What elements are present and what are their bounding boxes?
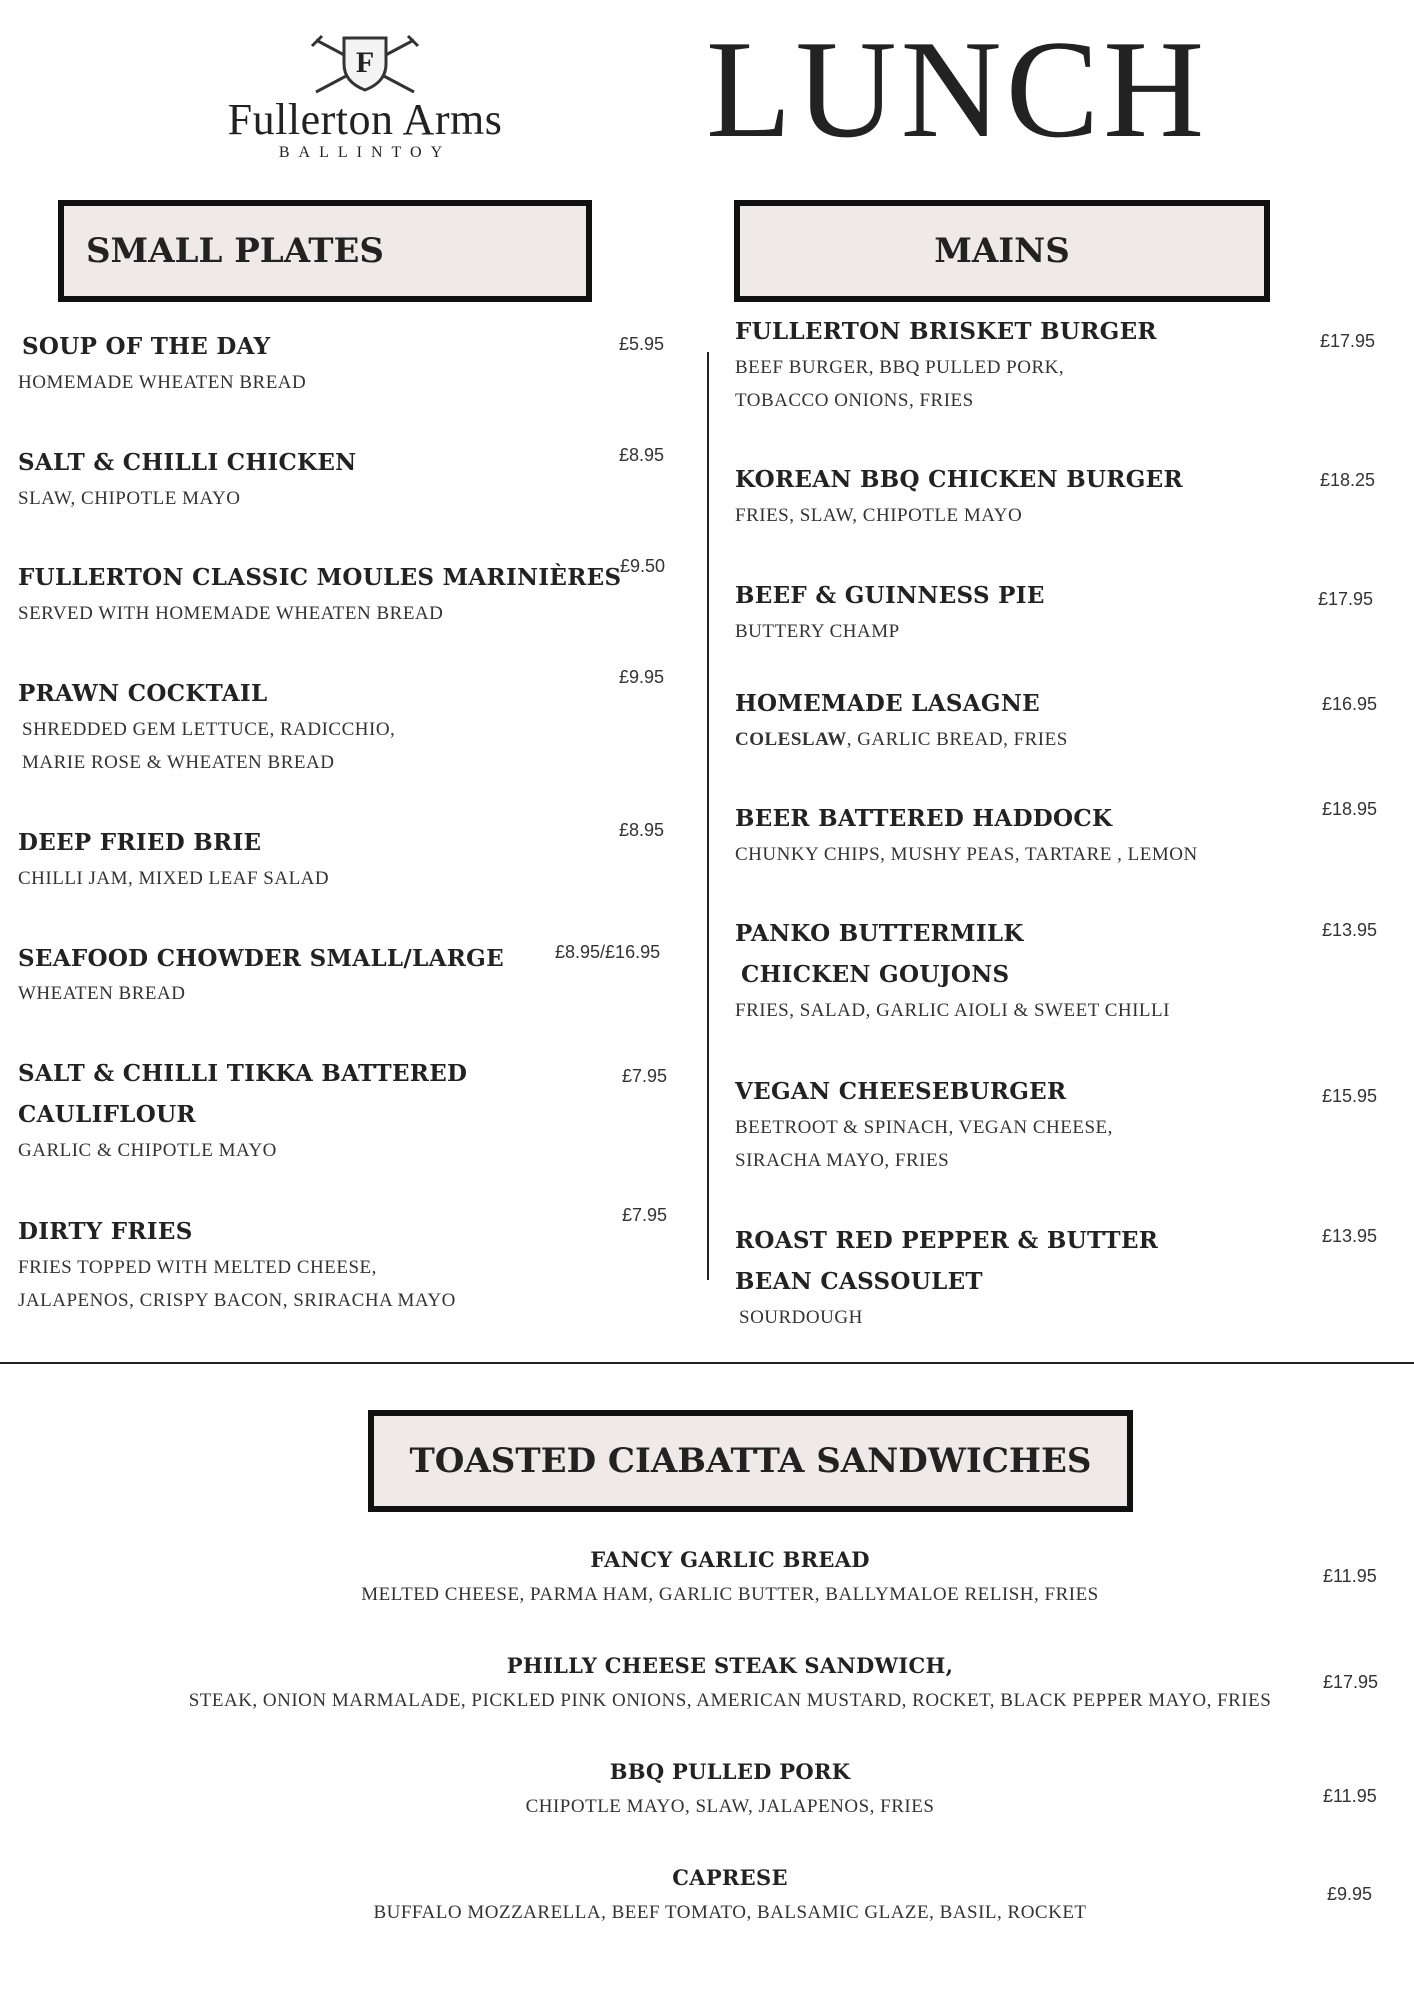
small-plate-desc: JALAPENOS, CRISPY BACON, SRIRACHA MAYO [18,1290,456,1311]
main-desc-bold: COLESLAW [735,729,847,750]
sandwich-name: PHILLY CHEESE STEAK SANDWICH, [506,1653,954,1678]
sandwich-desc: MELTED CHEESE, PARMA HAM, GARLIC BUTTER, BALLYMALOE RELISH, FRIES [361,1584,1099,1605]
small-plate-desc: WHEATEN BREAD [18,983,186,1004]
main-name: PANKO BUTTERMILK [735,920,1024,947]
main-desc [735,729,1068,751]
small-plate-price: £8.95/£16.95 [555,942,661,962]
sandwich-price: £17.95 [1323,1672,1379,1692]
small-plate-desc: MARIE ROSE & WHEATEN BREAD [22,752,335,773]
sandwiches-heading [368,1410,1133,1512]
small-plate-price: £7.95 [622,1205,668,1225]
main-price: £17.95 [1320,331,1376,351]
small-plate-desc: SERVED WITH HOMEMADE WHEATEN BREAD [18,603,444,624]
brand-logo [200,34,530,164]
menu-title: LUNCH [706,12,1209,167]
sandwich-price: £11.95 [1323,1566,1377,1586]
small-plate-desc: FRIES TOPPED WITH MELTED CHEESE, [18,1257,377,1278]
sandwich-desc: BUFFALO MOZZARELLA, BEEF TOMATO, BALSAMIC GLAZE, BASIL, ROCKET [373,1902,1087,1923]
column-divider [707,352,709,1280]
main-price: £13.95 [1322,1226,1378,1246]
small-plate-desc: SHREDDED GEM LETTUCE, RADICCHIO, [22,719,396,740]
small-plate-price: £9.95 [619,667,665,687]
small-plate-name: DEEP FRIED BRIE [18,829,262,856]
small-plate-price: £8.95 [619,445,665,465]
main-price: £15.95 [1322,1086,1378,1106]
sandwich-name: BBQ PULLED PORK [609,1759,851,1784]
small-plate-name: DIRTY FRIES [18,1218,193,1245]
crest-icon [308,34,422,96]
main-desc: FRIES, SLAW, CHIPOTLE MAYO [735,505,1023,526]
main-name: VEGAN CHEESEBURGER [735,1078,1067,1105]
small-plate-name-cont: CAULIFLOUR [18,1101,196,1128]
small-plate-price: £9.50 [620,556,666,576]
small-plates-heading-text: SMALL PLATES [86,231,384,271]
small-plate-desc: GARLIC & CHIPOTLE MAYO [18,1140,277,1161]
main-desc: BUTTERY CHAMP [735,621,900,642]
small-plate-price: £7.95 [622,1066,668,1086]
main-desc: SOURDOUGH [739,1307,863,1328]
small-plates-heading [58,200,592,302]
sandwich-desc: STEAK, ONION MARMALADE, PICKLED PINK ONIONS, AMERICAN MUSTARD, ROCKET, BLACK PEPPER MAYO, FRIES [188,1690,1272,1711]
small-plate-name: SALT & CHILLI CHICKEN [18,449,357,476]
mains-heading-text: MAINS [934,231,1070,271]
small-plate-name: SALT & CHILLI TIKKA BATTERED [18,1060,468,1087]
small-plate-desc: SLAW, CHIPOTLE MAYO [18,488,241,509]
main-price: £17.95 [1318,589,1374,609]
small-plate-name: SOUP OF THE DAY [22,333,271,360]
small-plate-name: FULLERTON CLASSIC MOULES MARINIÈRES [18,564,622,591]
main-desc: TOBACCO ONIONS, FRIES [735,390,974,411]
section-divider [0,1362,1414,1364]
svg-text:F: F [355,46,375,79]
main-price: £13.95 [1322,920,1378,940]
small-plate-desc: HOMEMADE WHEATEN BREAD [18,372,307,393]
brand-name: Fullerton Arms [227,95,503,144]
main-desc: FRIES, SALAD, GARLIC AIOLI & SWEET CHILLI [735,1000,1170,1021]
main-name: FULLERTON BRISKET BURGER [735,318,1157,345]
small-plate-price: £5.95 [619,334,665,354]
main-name-cont: CHICKEN GOUJONS [741,961,1010,988]
sandwich-desc: CHIPOTLE MAYO, SLAW, JALAPENOS, FRIES [525,1796,935,1817]
main-desc: BEEF BURGER, BBQ PULLED PORK, [735,357,1065,378]
small-plate-price: £8.95 [619,820,665,840]
main-desc: BEETROOT & SPINACH, VEGAN CHEESE, [735,1117,1113,1138]
small-plate-name: SEAFOOD CHOWDER SMALL/LARGE [18,945,504,972]
small-plate-desc: CHILLI JAM, MIXED LEAF SALAD [18,868,330,889]
main-name-cont: BEAN CASSOULET [735,1268,983,1295]
main-price: £16.95 [1322,694,1378,714]
sandwich-name: FANCY GARLIC BREAD [590,1547,870,1572]
mains-heading [734,200,1270,302]
main-name: ROAST RED PEPPER & BUTTER [735,1227,1159,1254]
sandwich-price: £9.95 [1327,1884,1373,1904]
main-desc-rest: , GARLIC BREAD, FRIES [846,729,1068,750]
sandwich-name: CAPRESE [672,1865,788,1890]
main-name: BEEF & GUINNESS PIE [735,582,1045,609]
main-name: BEER BATTERED HADDOCK [735,805,1113,832]
main-price: £18.95 [1322,799,1378,819]
brand-location: BALLINTOY [278,144,452,161]
main-desc: SIRACHA MAYO, FRIES [735,1150,950,1171]
sandwiches-heading-text: TOASTED CIABATTA SANDWICHES [409,1441,1092,1481]
small-plate-name: PRAWN COCKTAIL [18,680,268,707]
main-name: HOMEMADE LASAGNE [735,690,1041,717]
main-name: KOREAN BBQ CHICKEN BURGER [735,466,1183,493]
sandwich-price: £11.95 [1323,1786,1377,1806]
main-desc: CHUNKY CHIPS, MUSHY PEAS, TARTARE , LEMON [735,844,1198,865]
main-price: £18.25 [1320,470,1376,490]
